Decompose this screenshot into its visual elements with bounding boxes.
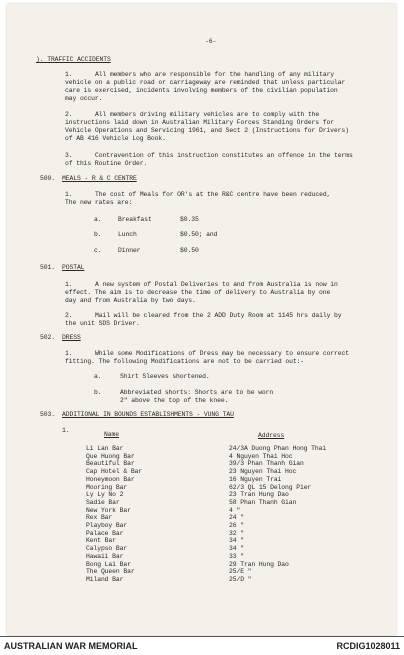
page-number: -6- — [205, 38, 217, 45]
establishment-address: 34 " — [229, 537, 244, 545]
dress-heading: DRESS — [62, 334, 81, 341]
establishment-address: 24/3A Duong Phan Hong Thai — [229, 445, 327, 452]
dress-item-line: Shirt Sleeves shortened. — [120, 373, 210, 380]
traffic-p1-line: All members who are responsible for the handling of any military — [95, 71, 335, 78]
establishment-name: Hawaii Bar — [86, 552, 124, 560]
traffic-p2-line: of AB 416 Vehicle Log Book. — [65, 135, 166, 142]
meal-rate-name: Dinner — [118, 247, 141, 254]
establishment-address: 39/3 Phan Thanh Gian — [229, 460, 304, 468]
establishment-name: New York Bar — [86, 506, 131, 514]
establishment-address: 58 Phan Thanh Gian — [229, 498, 297, 506]
establishment-address: 25/E " — [229, 568, 252, 576]
establishment-name: Mooring Bar — [86, 483, 128, 491]
establishment-name: Calypso Bar — [86, 545, 128, 553]
meal-rate-letter: a. — [94, 216, 102, 223]
traffic-p2-line: All members driving military vehicles are to comply with the — [95, 111, 320, 118]
bounds-p1-num: 1. — [62, 427, 70, 434]
establishment-name: Beautiful Bar — [86, 460, 135, 468]
establishment-address: 32 " — [229, 529, 244, 537]
establishment-name: Kent Bar — [86, 537, 116, 545]
establishment-address: 16 Nguyen Trai — [229, 475, 282, 483]
meals-section-number: 500. — [40, 175, 55, 182]
establishment-name: Palace Bar — [86, 529, 124, 537]
dress-item-line: 2" above the top of the knee. — [120, 397, 229, 404]
establishment-name: The Queen Bar — [86, 568, 135, 576]
meal-rate-letter: c. — [94, 247, 102, 254]
bounds-section-number: 503. — [40, 411, 55, 418]
dress-item-line: Abbreviated shorts: Shorts are to be worn — [120, 389, 274, 396]
traffic-p1-num: 1. — [65, 71, 73, 78]
archive-footer — [0, 636, 404, 655]
establishment-address: 29 Tran Hung Dao — [229, 560, 289, 568]
establishment-address: 23 Nguyen Thai Hoc — [229, 468, 297, 476]
postal-p2-line: the unit SDS Driver. — [65, 320, 140, 327]
establishment-address: 4 Nguyen Thai Hoc — [229, 452, 293, 460]
meal-rate-price: $0.50 — [180, 247, 199, 254]
establishment-name: Miland Bar — [86, 575, 124, 583]
traffic-p3-line: Contravention of this instruction constitutes an offence in the terms — [95, 152, 353, 159]
establishment-address: 4 " — [229, 506, 241, 514]
establishment-name: Que Huong Bar — [86, 452, 135, 460]
dress-section-number: 502. — [40, 334, 55, 341]
dress-p1-num: 1. — [65, 350, 73, 357]
footer-right-label: RCDIG1028011 — [336, 641, 400, 651]
establishment-name: Playboy Bar — [86, 522, 128, 529]
meal-rate-name: Breakfast — [118, 216, 152, 223]
establishment-address: 23 Tran Hung Dao — [229, 491, 289, 499]
meals-p1-num: 1. — [65, 191, 73, 198]
meals-p1-line: The cost of Meals for OR's at the R&C centre have been reduced, — [95, 191, 331, 198]
traffic-p1-line: vehicle on a public road or carriageway are reminded that unless particular — [65, 79, 346, 86]
dress-p1-line: fitting. The following Modifications are not to be carried out:- — [65, 358, 305, 365]
establishment-name: Bong Lai Bar — [86, 560, 131, 568]
traffic-p1-line: may occur. — [65, 95, 103, 102]
meal-rate-letter: b. — [94, 231, 102, 238]
dress-item-letter: b. — [94, 389, 102, 396]
establishment-name: Cap Hotel & Bar — [86, 468, 143, 476]
meals-p1-line: The new rates are: — [65, 199, 133, 206]
dress-item-letter: a. — [94, 373, 102, 380]
column-header-name: Name — [104, 431, 119, 438]
traffic-p1-line: care is exercised, incidents involving members of the civilian population — [65, 87, 338, 94]
traffic-p3-num: 3. — [65, 152, 73, 159]
establishment-name: Ly Ly No 2 — [86, 491, 124, 499]
traffic-heading: ). TRAFFIC ACCIDENTS — [36, 56, 111, 63]
establishment-name: Honeymoon Bar — [86, 475, 135, 483]
establishment-address: 24 " — [229, 514, 244, 522]
column-header-address: Address — [258, 432, 285, 439]
postal-p1-num: 1. — [65, 281, 73, 288]
postal-p1-line: day and from Australia by two days. — [65, 297, 196, 304]
meals-heading: MEALS - R & C CENTRE — [62, 175, 137, 182]
traffic-p2-line: Vehicle Operations and Servicing 1961, and Sect 2 (Instructions for Drivers) — [65, 127, 349, 134]
establishment-address: 62/3 QL 15 Delong Pier — [229, 483, 312, 491]
traffic-p3-line: of this Routine Order. — [65, 160, 148, 167]
traffic-p2-num: 2. — [65, 111, 73, 118]
postal-p1-line: A new system of Postal Deliveries to and from Australia is now in — [95, 281, 338, 288]
establishment-address: 26 " — [229, 522, 244, 529]
bounds-heading: ADDITIONAL IN BOUNDS ESTABLISHMENTS - VUNG TAU — [62, 411, 234, 418]
establishment-address: 33 " — [229, 552, 244, 560]
postal-p1-line: effect. The aim is to decrease the time of delivery to Australia by one — [65, 289, 331, 296]
establishment-address: 25/D " — [229, 575, 252, 583]
footer-left-label: AUSTRALIAN WAR MEMORIAL — [4, 641, 138, 651]
postal-p2-num: 2. — [65, 312, 73, 319]
establishment-address: 34 " — [229, 545, 244, 553]
traffic-p2-line: instructions laid down in Australian Military Forces Standing Orders for — [65, 119, 334, 126]
meal-rate-price: $0.35 — [180, 216, 199, 223]
establishment-name: Li Lan Bar — [86, 445, 124, 452]
postal-p2-line: Mail will be cleared from the 2 ADD Duty Room at 1145 hrs daily by — [95, 312, 342, 319]
meal-rate-name: Lunch — [118, 231, 137, 238]
establishment-name: Sadie Bar — [86, 498, 120, 506]
meal-rate-price: $0.50; and — [180, 231, 218, 238]
establishment-name: Rex Bar — [86, 514, 113, 522]
postal-heading: POSTAL — [62, 264, 85, 271]
dress-p1-line: While some Modifications of Dress may be necessary to ensure correct — [95, 350, 349, 357]
postal-section-number: 501. — [40, 264, 55, 271]
